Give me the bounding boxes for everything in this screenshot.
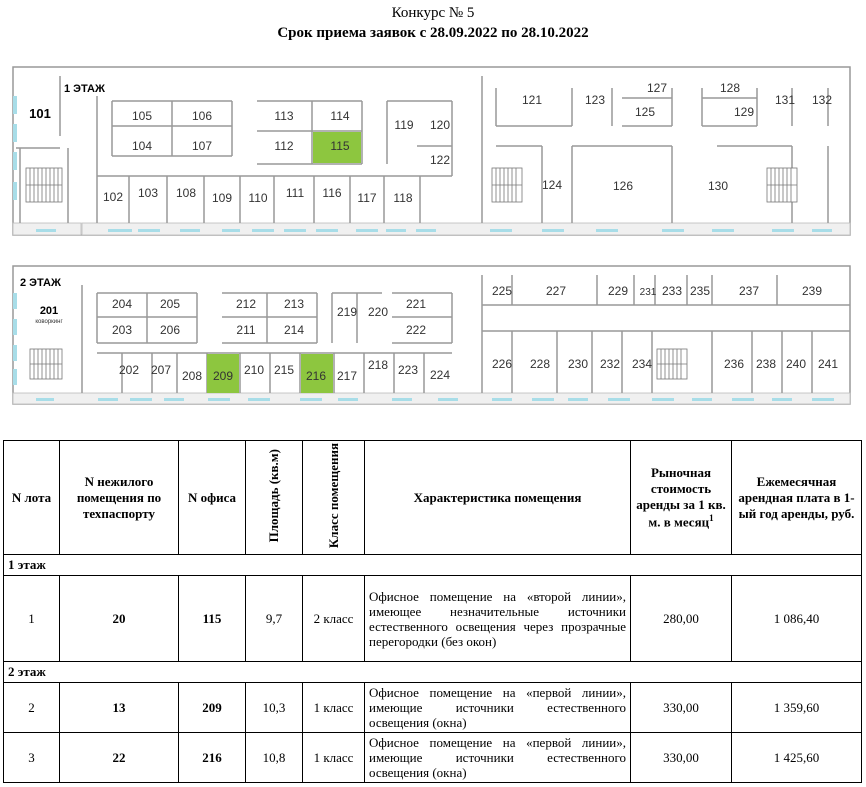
room-240-label: 240 (785, 357, 807, 371)
room-123-label: 123 (584, 93, 606, 107)
col-market-price: Рыночная стоимость аренды за 1 кв. м. в месяц$^1$ (631, 441, 732, 555)
area-cell: 9,7 (246, 576, 303, 662)
room-108-label: 108 (175, 186, 197, 200)
class-cell: 1 класс (303, 683, 365, 733)
room-220-label: 220 (367, 305, 389, 319)
room-number-cell: 13 (60, 683, 179, 733)
room-216-label[interactable]: 216 (305, 369, 327, 383)
room-217-label: 217 (336, 369, 358, 383)
room-131-label: 131 (774, 93, 796, 107)
description-cell: Офисное помещение на «первой линии», имеющие источники естественного освещения (окна) (365, 733, 631, 783)
room-number-cell: 20 (60, 576, 179, 662)
floor-1-plan (12, 66, 851, 236)
room-227-label: 227 (545, 284, 567, 298)
room-127-label: 127 (646, 81, 668, 95)
room-104-label: 104 (131, 139, 153, 153)
room-106-label: 106 (191, 109, 213, 123)
class-cell: 2 класс (303, 576, 365, 662)
room-132-label: 132 (811, 93, 833, 107)
monthly-rent-cell: 1 425,60 (732, 733, 862, 783)
application-deadline: Срок приема заявок с 28.09.2022 по 28.10.2022 (277, 25, 589, 41)
lots-table (3, 440, 862, 783)
room-103-label: 103 (137, 186, 159, 200)
description-cell: Офисное помещение на «второй линии», имеющее незначительные источники естественного освещения через прозрачные перегородки (без окон) (365, 576, 631, 662)
room-128-label: 128 (719, 81, 741, 95)
room-129-label: 129 (733, 105, 755, 119)
room-121-label: 121 (521, 93, 543, 107)
room-221-label: 221 (405, 297, 427, 311)
room-211-label: 211 (236, 323, 256, 337)
section-row (4, 662, 862, 683)
room-213-label: 213 (283, 297, 305, 311)
room-109-label: 109 (211, 191, 233, 205)
room-225-label: 225 (491, 284, 513, 298)
room-204-label: 204 (111, 297, 133, 311)
room-101-label: 101 (29, 106, 51, 121)
room-118-label: 118 (393, 191, 413, 205)
room-210-label: 210 (243, 363, 265, 377)
floor-1-label: 1 ЭТАЖ (64, 83, 105, 95)
section-title: 1 этаж (4, 555, 862, 576)
floor-2-plan (12, 265, 851, 405)
room-212-label: 212 (235, 297, 257, 311)
market-price-cell: 330,00 (631, 733, 732, 783)
room-214-label: 214 (283, 323, 305, 337)
section-title: 2 этаж (4, 662, 862, 683)
room-207-label: 207 (150, 363, 172, 377)
table-row (4, 683, 862, 733)
room-208-label: 208 (181, 369, 203, 383)
room-113-label: 113 (274, 109, 294, 123)
col-area: Площадь (кв.м) (266, 448, 281, 543)
room-102-label: 102 (102, 190, 124, 204)
coworking-label: коворкинг (35, 319, 63, 325)
room-235-label: 235 (689, 284, 711, 298)
col-description: Характеристика помещения (365, 441, 631, 555)
room-115-label[interactable]: 115 (330, 139, 350, 153)
room-126-label: 126 (612, 179, 634, 193)
class-cell: 1 класс (303, 733, 365, 783)
monthly-rent-cell: 1 359,60 (732, 683, 862, 733)
floor-2-label: 2 ЭТАЖ (20, 277, 61, 289)
room-202-label: 202 (118, 363, 140, 377)
room-219-label: 219 (336, 305, 358, 319)
room-206-label: 206 (159, 323, 181, 337)
market-price-cell: 330,00 (631, 683, 732, 733)
room-112-label: 112 (274, 139, 294, 153)
room-201-label: 201 (39, 305, 59, 317)
room-238-label: 238 (755, 357, 777, 371)
area-cell: 10,8 (246, 733, 303, 783)
room-237-label: 237 (738, 284, 760, 298)
room-203-label: 203 (111, 323, 133, 337)
col-class: Класс помещения (325, 443, 341, 549)
room-234-label: 234 (631, 357, 653, 371)
table-header-row (4, 441, 862, 555)
room-224-label: 224 (429, 368, 451, 382)
office-cell: 209 (179, 683, 246, 733)
room-number-cell: 22 (60, 733, 179, 783)
lot-cell: 1 (4, 576, 60, 662)
table-row (4, 576, 862, 662)
room-111-label: 111 (285, 186, 305, 200)
room-236-label: 236 (723, 357, 745, 371)
room-209-label[interactable]: 209 (212, 369, 234, 383)
lot-cell: 2 (4, 683, 60, 733)
room-230-label: 230 (567, 357, 589, 371)
contest-title: Конкурс № 5 (391, 5, 475, 21)
room-125-label: 125 (634, 105, 656, 119)
room-229-label: 229 (607, 284, 629, 298)
room-222-label: 222 (405, 323, 427, 337)
room-107-label: 107 (191, 139, 213, 153)
room-117-label: 117 (357, 191, 377, 205)
room-226-label: 226 (491, 357, 513, 371)
market-price-cell: 280,00 (631, 576, 732, 662)
room-124-label: 124 (541, 178, 563, 192)
room-114-label: 114 (330, 109, 350, 123)
room-239-label: 239 (801, 284, 823, 298)
room-215-label: 215 (273, 363, 295, 377)
col-monthly-rent: Ежемесячная арендная плата в 1-ый год аренды, руб. (732, 441, 862, 555)
section-row (4, 555, 862, 576)
office-cell: 216 (179, 733, 246, 783)
room-110-label: 110 (248, 191, 268, 205)
col-lot: N лота (4, 441, 60, 555)
col-room-number: N нежилого помещения по техпаспорту (60, 441, 179, 555)
area-cell: 10,3 (246, 683, 303, 733)
room-122-label: 122 (429, 153, 451, 167)
room-120-label: 120 (429, 118, 451, 132)
description-cell: Офисное помещение на «первой линии», имеющие источники естественного освещения (окна) (365, 683, 631, 733)
room-231-label: 231 (639, 287, 657, 298)
room-228-label: 228 (529, 357, 551, 371)
room-241-label: 241 (817, 357, 839, 371)
room-205-label: 205 (159, 297, 181, 311)
monthly-rent-cell: 1 086,40 (732, 576, 862, 662)
office-cell: 115 (179, 576, 246, 662)
room-233-label: 233 (661, 284, 683, 298)
room-130-label: 130 (707, 179, 729, 193)
room-116-label: 116 (322, 186, 342, 200)
room-119-label: 119 (394, 118, 414, 132)
col-office: N офиса (179, 441, 246, 555)
room-105-label: 105 (131, 109, 153, 123)
lot-cell: 3 (4, 733, 60, 783)
room-232-label: 232 (599, 357, 621, 371)
table-row (4, 733, 862, 783)
room-218-label: 218 (367, 358, 389, 372)
room-223-label: 223 (397, 363, 419, 377)
